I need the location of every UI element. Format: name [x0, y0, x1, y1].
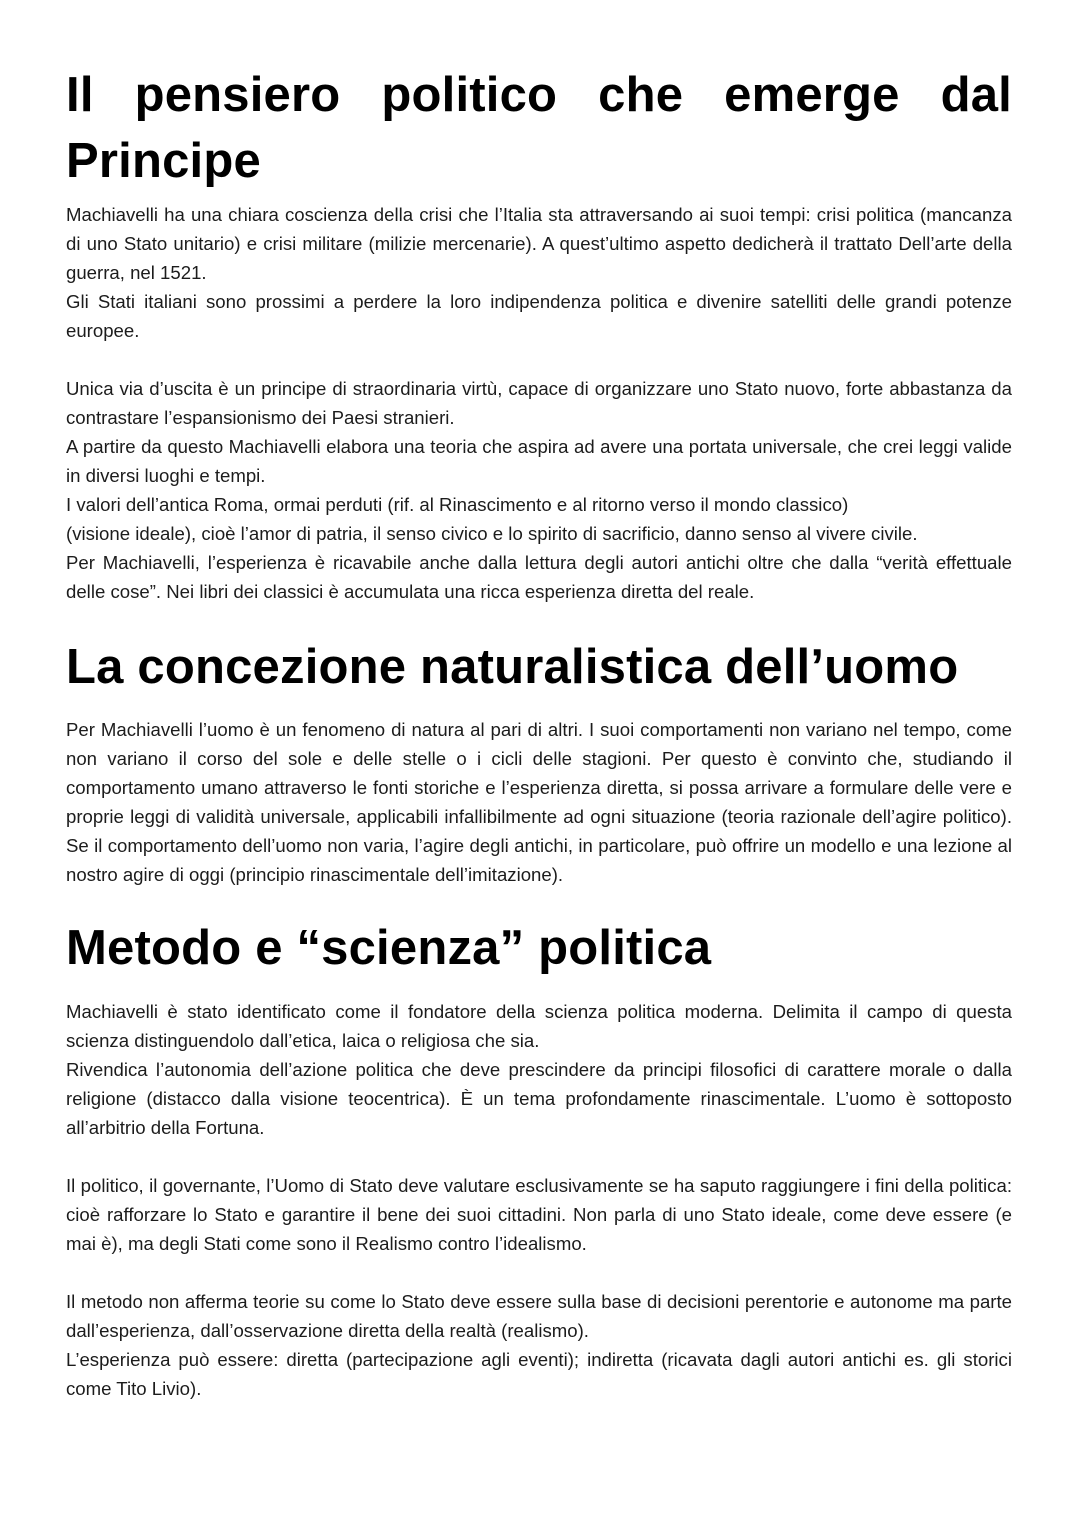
section-title: La concezione naturalistica dell’uomo [66, 640, 959, 694]
paragraph: I valori dell’antica Roma, ormai perduti (rif. al Rinascimento e al ritorno verso il mondo classico) [66, 494, 849, 515]
section-title: Metodo e “scienza” politica [66, 921, 712, 975]
paragraph: Il metodo non afferma teorie su come lo Stato deve essere sulla base di decisioni perentorie e autonome ma parte dall’esperienza, dall’osservazione diretta della realtà (realismo). [66, 1291, 1012, 1341]
section-concezione-naturalistica [66, 637, 1012, 889]
paragraph: Machiavelli è stato identificato come il fondatore della scienza politica moderna. Delimita il campo di questa scienza distinguendolo dall’etica, laica o religiosa che sia. [66, 1001, 1012, 1051]
paragraph: Rivendica l’autonomia dell’azione politica che deve prescindere da principi filosofici di carattere morale o dalla religione (distacco dalla visione teocentrica). È un tema profondamente rinascimentale. L’uomo è sottoposto all’arbitrio della Fortuna. [66, 1059, 1012, 1138]
section-metodo-scienza [66, 918, 1012, 1403]
paragraph: A partire da questo Machiavelli elabora una teoria che aspira ad avere una portata universale, che crei leggi valide in diversi luoghi e tempi. [66, 436, 1012, 486]
paragraph: Machiavelli ha una chiara coscienza della crisi che l’Italia sta attraversando ai suoi tempi: crisi politica (mancanza di uno Stato unitario) e crisi militare (milizie mercenarie). A quest’ultimo aspetto dedicherà il trattato Dell’arte della guerra, nel 1521. [66, 204, 1012, 283]
paragraph: (visione ideale), cioè l’amor di patria, il senso civico e lo spirito di sacrificio, danno senso al vivere civile. [66, 523, 918, 544]
section-pensiero-politico [66, 62, 1012, 606]
paragraph: L’esperienza può essere: diretta (partecipazione agli eventi); indiretta (ricavata dagli autori antichi es. gli storici come Tito Livio). [66, 1349, 1012, 1399]
paragraph: Per Machiavelli l’uomo è un fenomeno di natura al pari di altri. I suoi comportamenti non variano nel tempo, come non variano il corso del sole e delle stelle o i cicli delle stagioni. Per questo è convinto che, studiando il comportamento umano attraverso le fonti storiche e l’esperienza diretta, si possa arrivare a formulare delle vere e proprie leggi di validità universale, applicabili infallibilmente ad ogni situazione (teoria razionale dell’agire politico). Se il comportamento dell’uomo non varia, l’agire degli antichi, in particolare, può offrire un modello e una lezione al nostro agire di oggi (principio rinascimentale dell’imitazione). [66, 719, 1012, 885]
paragraph: Gli Stati italiani sono prossimi a perdere la loro indipendenza politica e divenire satelliti delle grandi potenze europee. [66, 291, 1012, 341]
paragraph: Il politico, il governante, l’Uomo di Stato deve valutare esclusivamente se ha saputo raggiungere i fini della politica: cioè rafforzare lo Stato e garantire il bene dei suoi cittadini. Non parla di uno Stato ideale, come deve essere (e mai è), ma degli Stati come sono il Realismo contro l’idealismo. [66, 1175, 1012, 1254]
paragraph: Unica via d’uscita è un principe di straordinaria virtù, capace di organizzare uno Stato nuovo, forte abbastanza da contrastare l’espansionismo dei Paesi stranieri. [66, 378, 1012, 428]
document-page [66, 62, 1012, 1403]
section-title: Il pensiero politico che emerge dal Principe [66, 68, 1012, 188]
paragraph: Per Machiavelli, l’esperienza è ricavabile anche dalla lettura degli autori antichi oltre che dalla “verità effettuale delle cose”. Nei libri dei classici è accumulata una ricca esperienza diretta del reale. [66, 552, 1012, 602]
